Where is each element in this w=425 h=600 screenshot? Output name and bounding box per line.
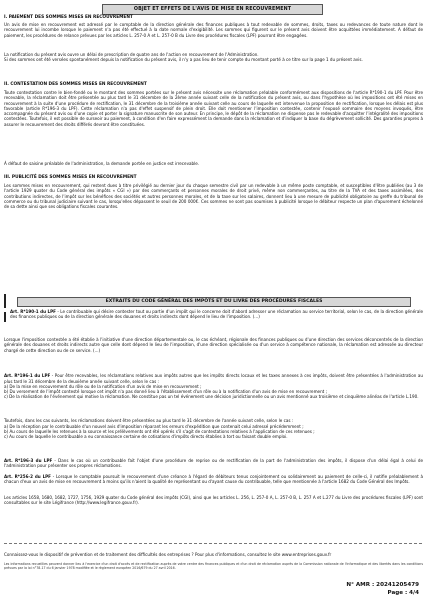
article-r196-3: [4, 458, 423, 469]
article-references: [4, 495, 423, 506]
section-contestation-paragraph-1: Toute contestation contre le bien-fondé ou le montant des sommes portées sur le présent avis nécessite une réclamation préalable conformément aux dispositions de l'article R*190-1 du LPF. Pour être recevable, la réclamation doit être présentée au plus tard le 31 décembre de la 2ème année suivant celle de la notification du présent avis, ou dans l'hypothèse où les impositions ont été mises en recouvrement à la suite d'une procédure de rectification, le 31 décembre de la troisième année suivant celle au cours de laquelle est intervenue la proposition de rectification, lorsque les délais est plus favorable (article R*196-3 du LPF). Cette réclamation n'a pas d'effet suspensif de plein droit. Elle doit mentionner l'imposition contestée, contenir l'exposé sommaire des moyens invoqués, être accompagnée du présent avis ou d'une copie et porter la signature manuscrite de son auteur. En principe, le dépôt de la réclamation ne dispense pas le redevable d'acquitter l'intégralité des impositions contestées. Toutefois, il est possible de surseoir au paiement, à condition d'en faire expressément la demande dans la réclamation et d'indiquer la base du dégrèvement sollicité. Des garanties propres à assurer le recouvrement des droits différés devront être constituées.: [4, 90, 423, 127]
article-text: - Le contribuable qui désire contester tout ou partie d'un impôt qui le concerne doit d'abord adresser une réclamation au service territorial, selon le cas, de la direction générale des finances publiques ou de la direction générale des douanes et droits indirects dont dépend le lieu de l'imposition. (...): [10, 309, 423, 320]
footer-privacy-notice: Les informations recueillies peuvent donner lieu à l'exercice d'un droit d'accès et de rectification auprès de votre centre des finances publiques et d'un droit de réclamation auprès de la Commission nationale de l'informatique et des libertés dans les conditions prévues par la loi n°78-17 du 6 janvier 1978 modifiée et le règlement européen 2016/679 du 27 avril 2016.: [4, 562, 423, 571]
document-title: OBJET ET EFFETS DE L'AVIS DE MISE EN RECOUVREMENT: [102, 4, 323, 15]
section-publicite-paragraph-1: Les sommes mises en recouvrement, qui restent dues à titre privilégié au dernier jour du chaque semestre civil par un redevable à un même poste comptable, et susceptibles d'être publiées (au 3 de l'article 1929 quater du Code général des impôts « CGI ») par des commerçants et personnes morales de droit privé, même non commerçantes, au titre de la TVA et des taxes assimilées, des contributions indirectes, de l'impôt sur les bénéfices des sociétés et autres personnes morales, et de la taxe sur les salaires, donnent lieu à une mesure de publicité obligatoire au greffe du tribunal de commerce ou du tribunal judiciaire suivant le cas, lorsqu'elles dépassent le seuil de 200 000€. Ces sommes ne sont pas soumises à publicité lorsque le débiteur respecte un plan d'apurement échelonné de sa dette ainsi que ses obligations fiscales courantes.: [4, 183, 423, 210]
article-text: Toutefois, dans les cas suivants, les réclamations doivent être présentées au plus tard le 31 décembre de l'année suivant celle, selon le cas : a) De la réception par le contribuable d'un nouvel avis d'imposition réparant les erreurs d'expédition que contenait celui adressé précédemment ; b) Au cours de laquelle les retenues à la source et les prélèvements ont été opérés s'il s'agit de contestations relatives à l'application de ces retenues ; c) Au cours de laquelle le contribuable a eu connaissance certaine de cotisations d'impôts directs établies à tort ou faisant double emploi.: [4, 418, 315, 440]
amr-number: N° AMR : 20241205479: [346, 582, 419, 588]
margin-mark: [4, 294, 6, 308]
article-ref: Art. R*256-2 du LPF: [4, 474, 51, 479]
article-text: - Pour être recevables, les réclamations relatives aux impôts autres que les impôts directs locaux et les taxes annexes à ces impôts, doivent être présentées à l'administration au plus tard le 31 décembre de la deuxième année suivant celle, selon le cas : a) De la mise en recouvrement du rôle ou de la notification d'un avis de mise en recouvrement ; b) Du versement de l'impôt contesté lorsque cet impôt n'a pas donné lieu à l'établissement d'un rôle ou à la notification d'un avis de mise en recouvrement ; c) De la réalisation de l'événement qui motive la réclamation. Ne constitue pas un tel événement une décision juridictionnelle ou un avis mentionné aux troisième et cinquième alinéas de l'article L.190.: [4, 373, 423, 400]
section-heading-payment: I. PAIEMENT DES SOMMES MISES EN RECOUVREMENT: [4, 15, 133, 20]
article-text: Lorsque l'imposition contestée a été établie à l'initiative d'une direction départementale ou, le cas échéant, régionale des finances publiques ou d'une direction des services déconcentrés de la direction générale des douanes et droits indirects autre que celle dont dépend le lieu de l'imposition, d'une direction spécialisée ou d'un service à compétence nationale, la réclamation est adressée au directeur chargé de cette direction ou de ce service. (...): [4, 337, 423, 353]
article-r190-1: [10, 309, 423, 320]
article-paragraph: [4, 337, 423, 353]
page-number: Page : 4/4: [387, 590, 419, 596]
extracts-title: EXTRAITS DU CODE GÉNÉRAL DES IMPÔTS ET DU LIVRE DES PROCÉDURES FISCALES: [17, 297, 411, 307]
separator: [4, 543, 422, 544]
section-payment-paragraph-2: La notification du présent avis ouvre un délai de prescription de quatre ans de l'action en recouvrement de l'Administration. Si des sommes ont été versées spontanément depuis la notification du présent avis, il n'y a pas lieu de tenir compte du montant porté à ce titre sur la page 1 du présent avis.: [4, 52, 363, 63]
article-text: - Lorsque le comptable poursuit le recouvrement d'une créance à l'égard de débiteurs tenus conjointement ou solidairement au paiement de celle-ci, il notifie préalablement à chacun d'eux un avis de mise en recouvrement à moins qu'ils n'aient la qualité de représentant ou d'ayant cause du contribuable, telle que mentionnée à l'article 1682 du Code Général des Impôts.: [4, 474, 423, 485]
article-r196-1: [4, 368, 423, 400]
section-contestation-paragraph-2: À défaut de saisine préalable de l'administration, la demande portée en justice est irrecevable.: [4, 161, 200, 166]
article-ref: Art. R*196-1 du LPF: [4, 373, 51, 379]
margin-mark: [4, 312, 6, 322]
section-heading-contestation: II. CONTESTATION DES SOMMES MISES EN RECOUVREMENT: [4, 82, 147, 87]
article-ref: Art. R*190-1 du LPF: [10, 309, 56, 314]
footer-prevention-notice: Connaissez-vous le dispositif de prévention et de traitement des difficultés des entreprises ? Pour plus d'informations, consultez le site www.entreprises.gouv.fr: [4, 552, 332, 557]
article-r256-2: [4, 474, 423, 485]
article-paragraph-delays: [4, 413, 423, 439]
article-ref: Art. R*196-3 du LPF: [4, 458, 53, 463]
article-text: - Dans le cas où un contribuable fait l'objet d'une procédure de reprise ou de rectification de la part de l'administration des impôts, il dispose d'un délai égal à celui de l'administration pour présenter ses propres réclamations.: [4, 458, 423, 469]
section-payment-paragraph-1: Un avis de mise en recouvrement est adressé par le comptable de la direction générale des finances publiques à tout redevable de sommes, droits, taxes ou redevances de toute nature dont le recouvrement lui incombe lorsque le paiement n'a pas été effectué à la date normale d'exigibilité. Les sommes qui figurent sur le présent avis doivent être acquittées immédiatement. A défaut de paiement, les procédures de relance prévues par les articles L. 257-0 A et L. 257-0 B du Livre des procédures fiscales (LPF) pourront être engagées.: [4, 22, 423, 38]
article-text: Les articles 1658, 1680, 1682, 1727, 1756, 1929 quater du Code général des impôts (CGI), ainsi que les articles L. 256, L. 257-0 A, L. 257-0 B, L. 257 A et L.277 du Livre des procédures fiscales (LPF) sont consultables sur le site Légifrance (http://www.legifrance.gouv.fr).: [4, 495, 423, 506]
section-heading-publicite: III. PUBLICITÉ DES SOMMES MISES EN RECOUVREMENT: [4, 175, 137, 180]
